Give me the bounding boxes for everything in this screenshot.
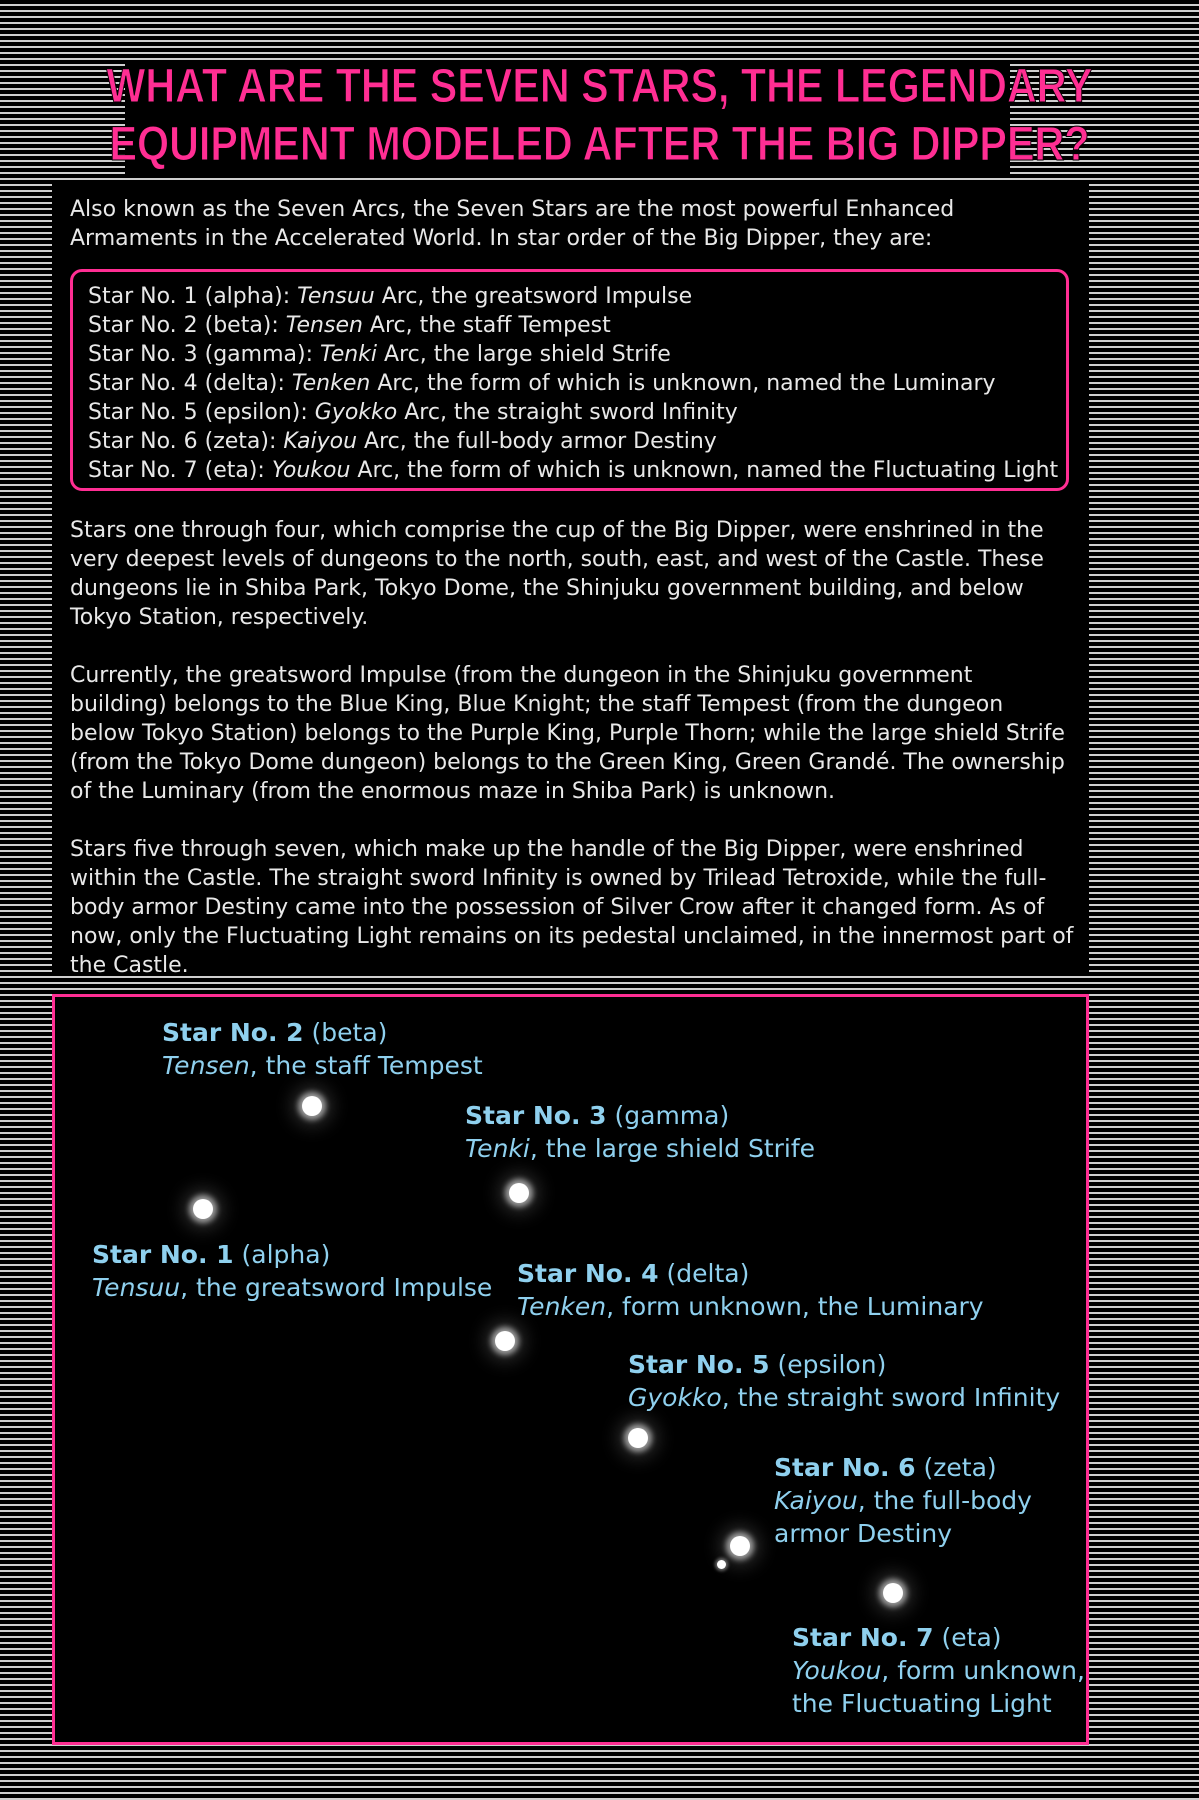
- star-list-prefix: Star No. 4 (delta):: [88, 371, 292, 396]
- star-desc: , form unknown, the Luminary: [606, 1292, 984, 1321]
- current-owners-paragraph: Currently, the greatsword Impulse (from the dungeon in the Shinjuku government building) belongs to the Blue King, Blue Knight; the staff Tempest (from the dungeon below Tokyo Station) belongs to the Purple King, Purple Thorn; while the large shield Strife (from the Tokyo Dome dungeon) belongs to the Green King, Green Grandé. The ownership of the Luminary (from the enormous maze in Shiba Park) is unknown.: [70, 663, 1065, 804]
- star-list-item: [88, 311, 1066, 340]
- star-label-6: [774, 1451, 1032, 1550]
- star-desc-line2: the Fluctuating Light: [792, 1689, 1052, 1718]
- star-dot-6: [730, 1536, 750, 1556]
- page-title: [0, 58, 1199, 174]
- star-dot-2: [302, 1096, 322, 1116]
- star-list-rest: Arc, the large shield Strife: [377, 342, 671, 367]
- star-greek: (zeta): [923, 1453, 997, 1482]
- star-desc: , the greatsword Impulse: [180, 1273, 493, 1302]
- star-list-item: [88, 369, 1066, 398]
- star-arc: Gyokko: [628, 1383, 722, 1412]
- star-desc-line2: armor Destiny: [774, 1519, 953, 1548]
- star-list-rest: Arc, the full-body armor Destiny: [357, 429, 717, 454]
- star-list-prefix: Star No. 7 (eta):: [88, 458, 272, 483]
- star-dot-3: [509, 1183, 529, 1203]
- star-name: Star No. 2: [162, 1018, 304, 1047]
- star-dot-4: [495, 1331, 515, 1351]
- star-arc: Tensuu: [92, 1273, 181, 1302]
- star-greek: (delta): [666, 1259, 750, 1288]
- star-label-7: [792, 1621, 1085, 1720]
- star-arc: Tenken: [517, 1292, 607, 1321]
- star-arc: Kaiyou: [774, 1486, 858, 1515]
- star-desc: , the large shield Strife: [529, 1134, 816, 1163]
- handle-paragraph: Stars five through seven, which make up the handle of the Big Dipper, were enshrined within the Castle. The straight sword Infinity is owned by Trilead Tetroxide, while the full-body armor Destiny came into the possession of Silver Crow after it changed form. As of now, only the Fluctuating Light remains on its pedestal unclaimed, in the innermost part of the Castle.: [70, 837, 1074, 978]
- star-list-item: [88, 398, 1066, 427]
- star-list-item: [88, 427, 1066, 456]
- star-list-box: [70, 269, 1069, 491]
- cup-paragraph: Stars one through four, which comprise the cup of the Big Dipper, were enshrined in the very deepest levels of dungeons to the north, south, east, and west of the Castle. These dungeons lie in Shiba Park, Tokyo Dome, the Shinjuku government building, and below Tokyo Station, respectively.: [70, 518, 1044, 630]
- star-list-arc: Gyokko: [314, 400, 398, 425]
- star-desc: , the full-body: [857, 1486, 1032, 1515]
- companion-star-dot: [717, 1560, 726, 1569]
- star-desc: , the staff Tempest: [249, 1051, 483, 1080]
- star-list-arc: Tensuu: [297, 284, 375, 309]
- star-arc: Tensen: [162, 1051, 250, 1080]
- star-dot-7: [883, 1583, 903, 1603]
- star-list-prefix: Star No. 3 (gamma):: [88, 342, 320, 367]
- star-label-4: [517, 1257, 984, 1323]
- star-list-item: [88, 456, 1066, 485]
- star-list-rest: Arc, the form of which is unknown, named the Fluctuating Light: [350, 458, 1059, 483]
- star-name: Star No. 3: [465, 1101, 607, 1130]
- star-list-prefix: Star No. 5 (epsilon):: [88, 400, 315, 425]
- title-line-2: EQUIPMENT MODELED AFTER THE BIG DIPPER?: [109, 118, 1090, 171]
- star-name: Star No. 7: [792, 1623, 934, 1652]
- star-label-1: [92, 1238, 492, 1304]
- star-list-prefix: Star No. 2 (beta):: [88, 313, 286, 338]
- intro-paragraph: Also known as the Seven Arcs, the Seven Stars are the most powerful Enhanced Armaments in the Accelerated World. In star order of the Big Dipper, they are:: [70, 197, 955, 251]
- star-list-item: [88, 340, 1066, 369]
- star-label-2: [162, 1016, 483, 1082]
- star-list-arc: Youkou: [271, 458, 351, 483]
- star-list-arc: Tensen: [285, 313, 363, 338]
- star-arc: Tenki: [465, 1134, 530, 1163]
- star-desc: , form unknown,: [881, 1656, 1085, 1685]
- star-dot-1: [193, 1199, 213, 1219]
- star-label-3: [465, 1099, 815, 1165]
- title-line-1: WHAT ARE THE SEVEN STARS, THE LEGENDARY: [106, 60, 1093, 113]
- star-list-rest: Arc, the straight sword Infinity: [397, 400, 738, 425]
- star-list-arc: Tenki: [319, 342, 378, 367]
- star-list-arc: Kaiyou: [283, 429, 358, 454]
- star-list-arc: Tenken: [291, 371, 371, 396]
- star-list-item: [88, 282, 1066, 311]
- star-list-prefix: Star No. 1 (alpha):: [88, 284, 298, 309]
- star-list-prefix: Star No. 6 (zeta):: [88, 429, 284, 454]
- star-greek: (beta): [311, 1018, 388, 1047]
- star-name: Star No. 5: [628, 1350, 770, 1379]
- star-list-rest: Arc, the staff Tempest: [362, 313, 611, 338]
- star-list-rest: Arc, the greatsword Impulse: [374, 284, 693, 309]
- star-name: Star No. 1: [92, 1240, 234, 1269]
- star-greek: (epsilon): [777, 1350, 887, 1379]
- star-list-rest: Arc, the form of which is unknown, named the Luminary: [370, 371, 996, 396]
- star-greek: (gamma): [614, 1101, 730, 1130]
- star-greek: (eta): [941, 1623, 1002, 1652]
- star-dot-5: [628, 1428, 648, 1448]
- star-greek: (alpha): [241, 1240, 331, 1269]
- star-name: Star No. 6: [774, 1453, 916, 1482]
- star-arc: Youkou: [792, 1656, 882, 1685]
- star-label-5: [628, 1348, 1060, 1414]
- star-desc: , the straight sword Infinity: [721, 1383, 1061, 1412]
- star-name: Star No. 4: [517, 1259, 659, 1288]
